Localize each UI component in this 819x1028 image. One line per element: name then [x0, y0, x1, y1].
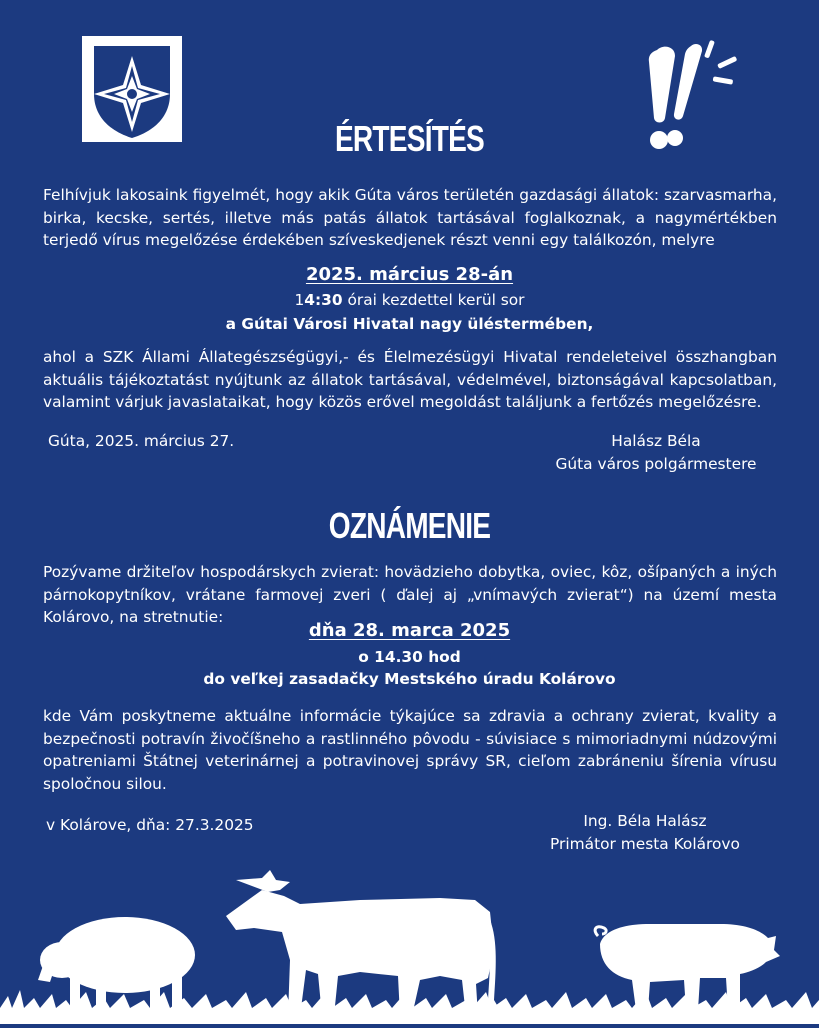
farm-animals-silhouette: [0, 860, 819, 1024]
sk-signer-title: Primátor mesta Kolárovo: [550, 835, 740, 853]
hu-time-prefix: 1: [294, 291, 305, 309]
hu-meeting-venue: a Gútai Városi Hivatal nagy üléstermében,: [225, 315, 594, 333]
hu-heading: ÉRTESÍTÉS: [334, 118, 485, 159]
sk-signer-name: Ing. Béla Halász: [583, 812, 707, 830]
cow-icon: [226, 870, 500, 1016]
sk-signature: [530, 810, 760, 856]
sk-meeting-time: o 14.30 hod: [358, 648, 461, 666]
sk-heading: OZNÁMENIE: [328, 505, 491, 546]
hu-signer-title: Gúta város polgármestere: [555, 455, 757, 473]
sk-body-paragraph: kde Vám poskytneme aktuálne informácie týkajúce sa zdravia a ochrany zvierat, kvality a bezpečnosti potravín živočíšneho a rastlinného pôvodu - súvisiace s mimoriadnymi núdzovými opatreniami Štátnej veterinárnej a potravinovej správy SR, cieľom zabráneniu šírenia vírusu spoločnou silou.: [43, 707, 777, 793]
sk-meeting-venue: do veľkej zasadačky Mestského úradu Kolárovo: [203, 670, 616, 688]
hu-time-bold: 4:30: [304, 291, 343, 309]
sheep-icon: [38, 917, 195, 1012]
hu-body-paragraph: ahol a SZK Állami Állategészségügyi,- és Élelmezésügyi Hivatal rendeleteivel összhangban aktuális tájékoztatást nyújtunk az állatok tartásával, védelmével, biztonságával kapcsolatban, valamint várjuk javaslataikat, hogy közös erővel megoldást találjunk a fertőzés megelőzésre.: [43, 348, 777, 411]
sk-intro-paragraph: Pozývame držiteľov hospodárskych zvierat: hovädzieho dobytka, oviec, kôz, ošípaných a iných párnokopytníkov, vrátane farmovej zveri ( ďalej aj „vnímavých zvierat“) na území mesta Kolárovo, na stretnutie:: [43, 563, 777, 626]
hu-meeting-time: [0, 291, 819, 309]
hu-signature: [535, 430, 777, 476]
hu-meeting-date: 2025. március 28-án: [305, 264, 514, 285]
hu-intro-paragraph: Felhívjuk lakosaink figyelmét, hogy akik Gúta város területén gazdasági állatok: szarvasmarha, birka, kecske, sertés, illetve más patás állatok tartásával foglalkoznak, a nagymértékben terjedő vírus megelőzése érdekében szíveskedjenek részt venni egy találkozón, melyre: [43, 186, 777, 249]
hu-signer-name: Halász Béla: [611, 432, 701, 450]
hu-place-date: Gúta, 2025. március 27.: [48, 432, 235, 450]
sk-meeting-date: dňa 28. marca 2025: [308, 620, 511, 641]
pig-icon: [595, 924, 780, 1010]
hu-time-suffix: órai kezdettel kerül sor: [342, 291, 525, 309]
sk-place-date: v Kolárove, dňa: 27.3.2025: [46, 816, 254, 834]
